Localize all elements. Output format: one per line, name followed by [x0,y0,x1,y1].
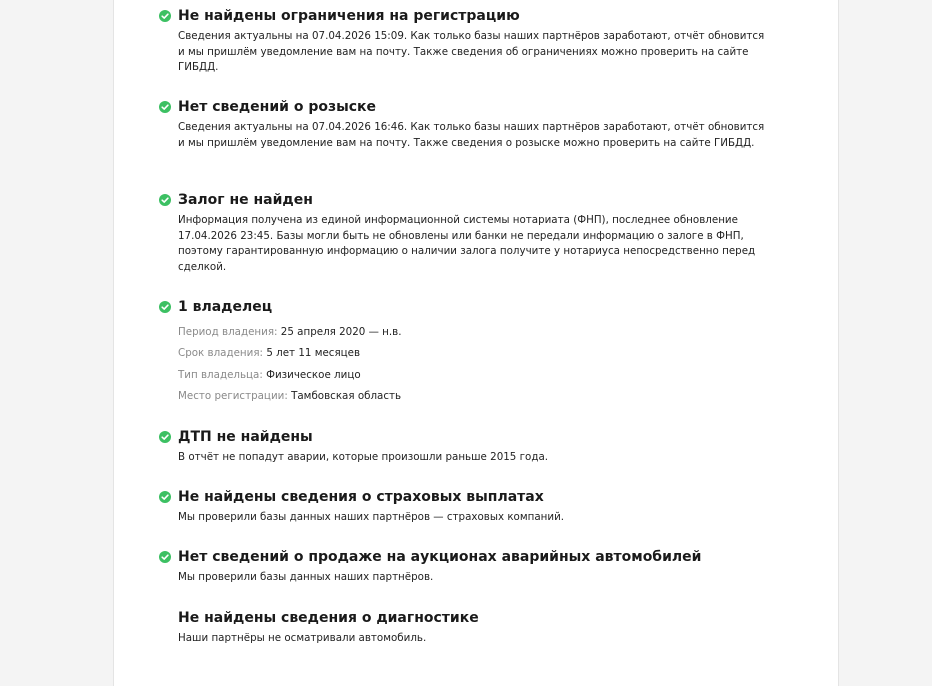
check-circle-icon [159,101,171,113]
section-title: ДТП не найдены [178,429,313,445]
section-title: Не найдены сведения о страховых выплатах [178,489,544,505]
section-description: Мы проверили базы данных наших партнёров — страховых компаний. [178,511,565,523]
report-card [113,0,839,686]
check-circle-icon [159,301,171,313]
detail-label: Период владения: [178,326,278,338]
section-title: Залог не найден [178,192,313,208]
ownership-period-row [178,324,402,340]
section-description: Сведения актуальны на 07.04.2026 15:09. Как только базы наших партнёров заработают, отчёт обновится и мы пришлём уведомление вам на почту. Также сведения об ограничениях можно проверить на сайте ГИБДД. [178,30,765,74]
section-owners [114,297,838,402]
detail-value: 5 лет 11 месяцев [266,347,361,359]
section-description: Сведения актуальны на 07.04.2026 16:46. Как только базы наших партнёров заработают, отчёт обновится и мы пришлём уведомление вам на почту. Также сведения о розыске можно проверить на сайте ГИБДД. [178,121,765,149]
section-diagnostics [114,608,838,644]
section-accidents [114,427,838,463]
check-circle-icon [159,431,171,443]
section-description: Информация получена из единой информационной системы нотариата (ФНП), последнее обновление 17.04.2026 23:45. Базы могли быть не обновлены или банки не передали информацию о залоге в ФНП, поэтому гарантированную информацию о наличии залога получите у нотариуса непосредственно перед сделкой. [178,214,756,274]
check-circle-icon [159,491,171,503]
check-circle-icon [159,10,171,22]
section-description: Наши партнёры не осматривали автомобиль. [178,632,427,644]
owner-type-row [178,367,361,383]
section-insurance-payouts [114,487,838,523]
section-salvage-auctions [114,547,838,583]
ownership-duration-row [178,345,360,361]
detail-value: Тамбовская область [291,390,402,402]
section-title: 1 владелец [178,299,273,315]
section-title: Нет сведений о розыске [178,99,377,115]
check-circle-icon [159,551,171,563]
detail-value: 25 апреля 2020 — н.в. [280,326,402,338]
section-description: Мы проверили базы данных наших партнёров. [178,571,434,583]
section-title: Не найдены ограничения на регистрацию [178,8,520,24]
section-title: Не найдены сведения о диагностике [178,610,479,626]
detail-label: Срок владения: [178,347,264,359]
detail-label: Место регистрации: [178,390,288,402]
check-circle-icon [159,194,171,206]
registration-place-row [178,388,401,404]
section-wanted [114,97,838,149]
detail-value: Физическое лицо [266,369,361,381]
section-description: В отчёт не попадут аварии, которые произошли раньше 2015 года. [178,451,549,463]
detail-label: Тип владельца: [178,369,263,381]
section-registration-restrictions [114,6,838,74]
section-title: Нет сведений о продаже на аукционах аварийных автомобилей [178,549,702,565]
section-pledge [114,190,838,274]
